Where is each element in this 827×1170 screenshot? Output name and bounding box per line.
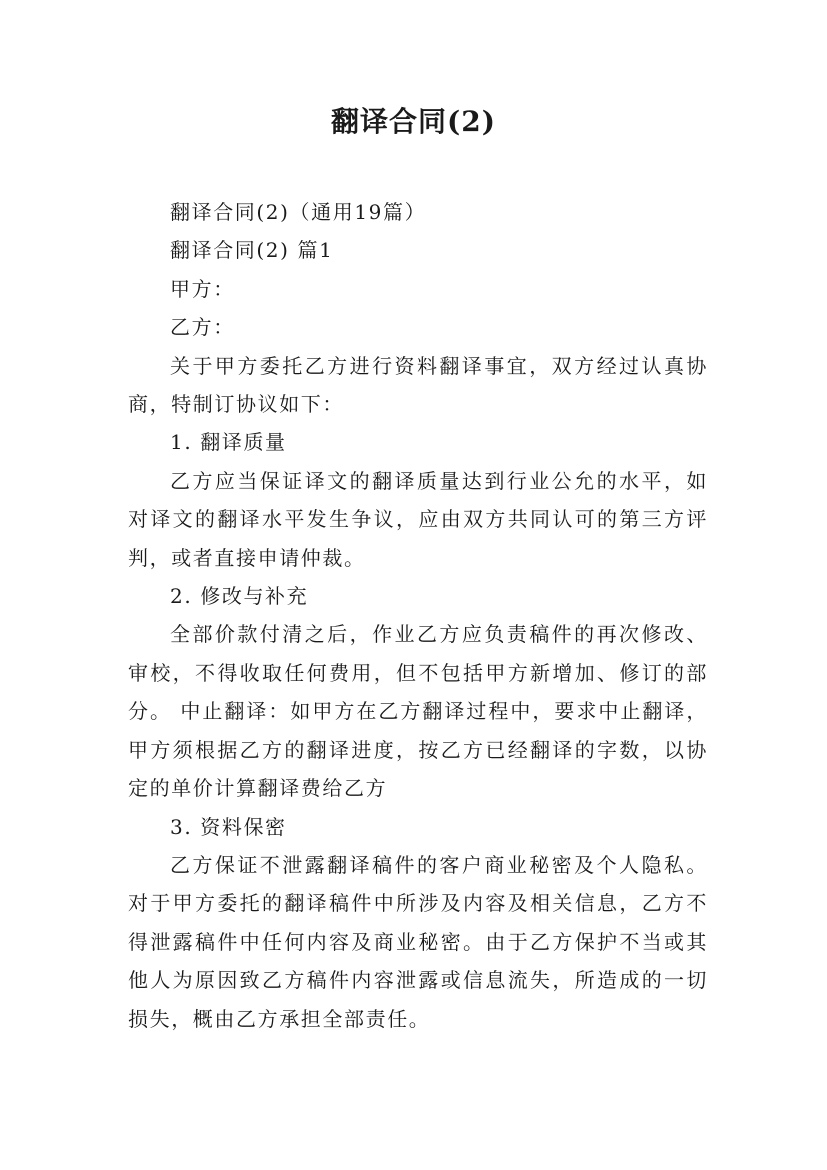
- paragraph-clause-3-body: 乙方保证不泄露翻译稿件的客户商业秘密及个人隐私。对于甲方委托的翻译稿件中所涉及内容及相关信息，乙方不得泄露稿件中任何内容及商业秘密。由于乙方保护不当或其他人为原因致乙方稿件内容泄露或信息流失，所造成的一切损失，概由乙方承担全部责任。: [128, 852, 708, 1031]
- document-title: 翻译合同(2): [331, 105, 496, 138]
- paragraph-subtitle: 翻译合同(2)（通用19篇）: [170, 200, 427, 224]
- paragraph-party-b: 乙方：: [170, 315, 235, 340]
- paragraph-clause-1-heading: 1. 翻译质量: [170, 430, 287, 455]
- paragraph-clause-3-heading: 3. 资料保密: [170, 814, 287, 839]
- paragraph-intro: 关于甲方委托乙方进行资料翻译事宜，双方经过认真协商，特制订协议如下：: [128, 353, 708, 417]
- document-body: [128, 193, 708, 1038]
- paragraph-clause-2-body: 全部价款付清之后，作业乙方应负责稿件的再次修改、审校，不得收取任何费用，但不包括甲方新增加、修订的部分。 中止翻译：如甲方在乙方翻译过程中，要求中止翻译，甲方须根据乙方的翻译进度，按乙方已经翻译的字数，以协定的单价计算翻译费给乙方: [128, 622, 708, 801]
- paragraph-clause-1-body: 乙方应当保证译文的翻译质量达到行业公允的水平，如对译文的翻译水平发生争议，应由双方共同认可的第三方评判，或者直接申请仲裁。: [128, 468, 708, 570]
- paragraph-party-a: 甲方：: [170, 276, 235, 301]
- paragraph-section-heading: 翻译合同(2) 篇1: [170, 238, 334, 263]
- paragraph-clause-2-heading: 2. 修改与补充: [170, 584, 309, 609]
